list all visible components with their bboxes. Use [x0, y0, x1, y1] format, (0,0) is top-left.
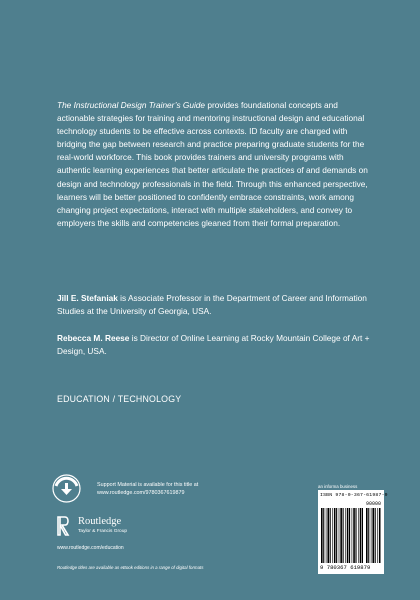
routledge-logo-icon — [57, 516, 71, 536]
author-name: Rebecca M. Reese — [57, 333, 130, 343]
blurb-body: provides foundational concepts and actionable strategies for training and mentoring instructional design and educational technology students to be effective across contexts. ID faculty are charged with bridging the gap between research and practice preparing graduate students for the real-world workforce. This book provides trainers and university programs with authentic learning experiences that better articulate the practices of and demands on design and technology professionals in the field. Through this enhanced perspective, learners will be better positioned to confidently embrace constraints, work among changing project expectations, interact with multiple stakeholders, and convey to employers the skills and competencies gleaned from their formal preparation. — [57, 100, 368, 228]
publisher-url: www.routledge.com/education — [57, 545, 124, 551]
book-title: The Instructional Design Trainer’s Guide — [57, 100, 206, 110]
support-url: www.routledge.com/9780367619879 — [97, 490, 185, 497]
cover-blurb — [57, 99, 373, 230]
author-name: Jill E. Stefaniak — [57, 293, 118, 303]
informa-label: an informa business — [318, 484, 358, 489]
publisher-name: Routledge — [78, 516, 122, 527]
subject-category: EDUCATION / TECHNOLOGY — [57, 394, 182, 404]
barcode-digits: 9 780367 619879 — [320, 564, 371, 571]
author-bio-text: is Director of Online Learning at Rocky Mountain College of Art + Design, USA. — [57, 333, 370, 357]
publisher-subtitle: Taylor & Francis Group — [78, 529, 128, 534]
author-bio — [57, 332, 373, 358]
barcode-bars-main — [321, 508, 364, 563]
isbn-text: ISBN 978-0-367-61987-9 — [320, 493, 388, 498]
author-bio-text: is Associate Professor in the Department of Career and Information Studies at the University of Georgia, USA. — [57, 293, 367, 317]
support-material-text — [97, 481, 267, 498]
isbn-barcode — [318, 490, 388, 574]
support-material-icon — [52, 474, 81, 503]
support-line: Support Material is available for this title at — [97, 482, 199, 488]
author-bio — [57, 292, 373, 318]
barcode-bars-addon — [366, 508, 382, 563]
ebook-note: Routledge titles are available as eBook editions in a range of digital formats — [57, 565, 204, 570]
price-code: 90000 — [365, 501, 381, 507]
